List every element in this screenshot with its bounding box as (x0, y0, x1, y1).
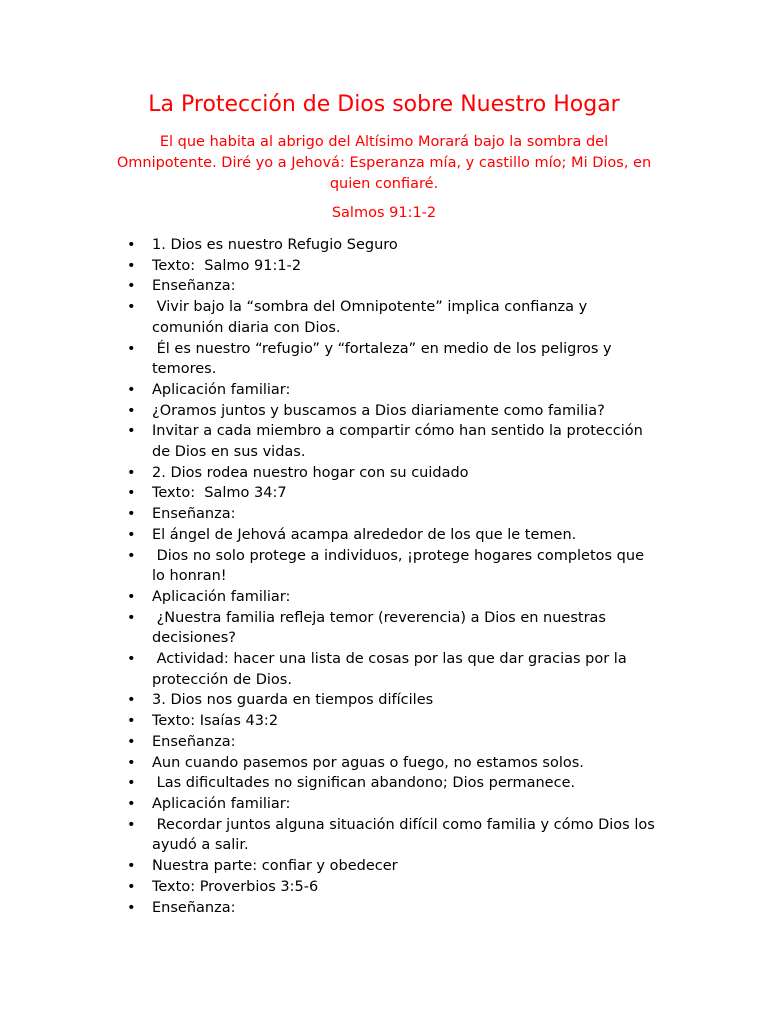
list-item: • Enseñanza: (0, 732, 768, 753)
list-item: • El ángel de Jehová acampa alrededor de los que le temen. (0, 525, 768, 546)
list-item: • Enseñanza: (0, 898, 768, 919)
list-item: • ¿Nuestra familia refleja temor (reverencia) a Dios en nuestras decisiones? (0, 608, 768, 649)
list-item: • Enseñanza: (0, 504, 768, 525)
list-item: • Vivir bajo la “sombra del Omnipotente” implica confianza y comunión diaria con Dios. (0, 297, 768, 338)
list-item: • Aplicación familiar: (0, 794, 768, 815)
list-item: • Texto: Isaías 43:2 (0, 711, 768, 732)
list-item: • Recordar juntos alguna situación difícil como familia y cómo Dios los ayudó a salir. (0, 815, 768, 856)
list-item: • Aplicación familiar: (0, 380, 768, 401)
list-item: • Texto: Salmo 34:7 (0, 483, 768, 504)
list-item: • ¿Oramos juntos y buscamos a Dios diariamente como familia? (0, 401, 768, 422)
verse-text: El que habita al abrigo del Altísimo Morará bajo la sombra del Omnipotente. Diré yo a Jehová: Esperanza mía, y castillo mío; Mi Dios, en quien confiaré. (116, 134, 652, 192)
list-item: • Las dificultades no significan abandono; Dios permanece. (0, 773, 768, 794)
list-item: • Nuestra parte: confiar y obedecer (0, 856, 768, 877)
list-item: • 1. Dios es nuestro Refugio Seguro (0, 235, 768, 256)
list-item: • Texto: Proverbios 3:5-6 (0, 877, 768, 898)
list-item: • Enseñanza: (0, 276, 768, 297)
verse-reference: Salmos 91:1-2 (331, 205, 437, 221)
sermon-outline-list (0, 235, 768, 918)
list-item: • Actividad: hacer una lista de cosas por las que dar gracias por la protección de Dios. (0, 649, 768, 690)
list-item: • Aun cuando pasemos por aguas o fuego, no estamos solos. (0, 753, 768, 774)
document-title: La Protección de Dios sobre Nuestro Hogar (148, 92, 620, 117)
list-item: • Él es nuestro “refugio” y “fortaleza” en medio de los peligros y temores. (0, 339, 768, 380)
list-item: • Aplicación familiar: (0, 587, 768, 608)
list-item: • Texto: Salmo 91:1-2 (0, 256, 768, 277)
list-item: • Invitar a cada miembro a compartir cómo han sentido la protección de Dios en sus vidas. (0, 421, 768, 462)
list-item: • 3. Dios nos guarda en tiempos difíciles (0, 690, 768, 711)
list-item: • Dios no solo protege a individuos, ¡protege hogares completos que lo honran! (0, 546, 768, 587)
list-item: • 2. Dios rodea nuestro hogar con su cuidado (0, 463, 768, 484)
